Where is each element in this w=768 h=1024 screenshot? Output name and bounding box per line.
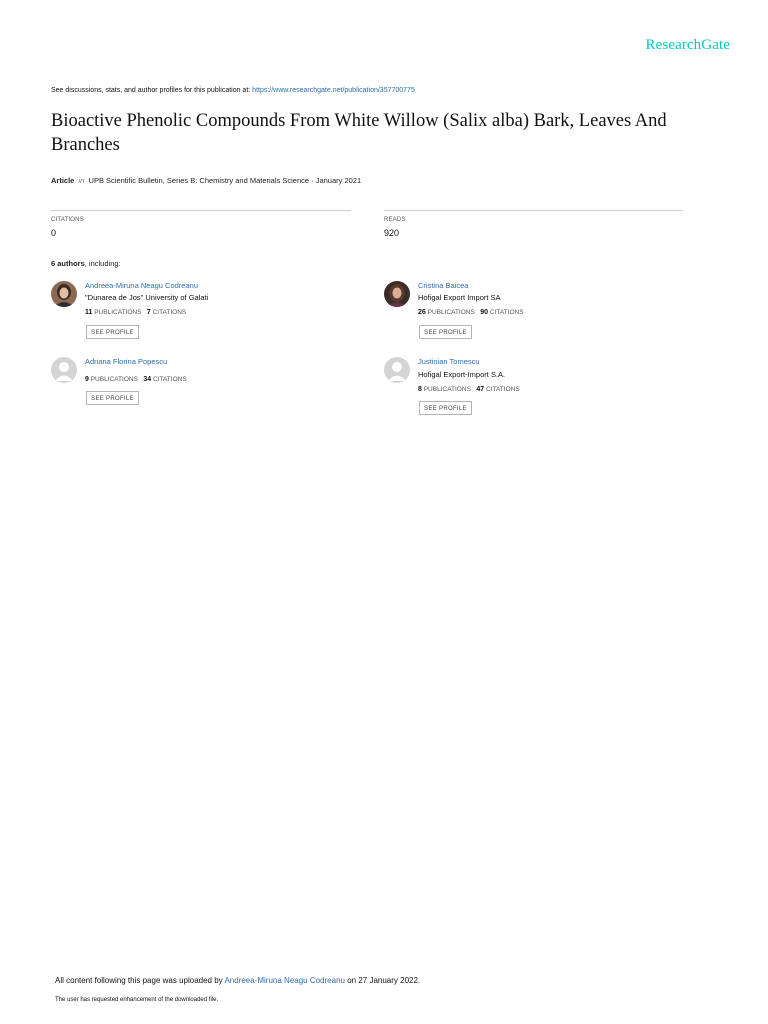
author-citations-label: CITATIONS — [152, 376, 187, 383]
uploader-link[interactable]: Andreea-Miruna Neagu Codreanu — [224, 976, 345, 985]
author-publications-label: PUBLICATIONS — [94, 309, 142, 316]
author-institution: "Dunarea de Jos" University of Galati — [85, 293, 209, 302]
see-profile-button[interactable]: SEE PROFILE — [86, 391, 139, 405]
author-publications-count: 26 — [418, 309, 426, 316]
publication-type: Article — [51, 176, 75, 185]
author-avatar[interactable] — [51, 357, 77, 383]
author-citations-label: CITATIONS — [489, 309, 524, 316]
authors-count: 6 authors — [51, 259, 85, 268]
see-profile-button[interactable]: SEE PROFILE — [419, 325, 472, 339]
in-word: in — [78, 176, 85, 185]
author-citations-label: CITATIONS — [152, 309, 187, 316]
publication-meta — [51, 176, 361, 185]
author-stats — [418, 309, 524, 316]
see-profile-button[interactable]: SEE PROFILE — [86, 325, 139, 339]
author-publications-count: 11 — [85, 309, 93, 316]
author-stats — [85, 376, 187, 383]
citations-divider — [51, 210, 351, 211]
citations-label: CITATIONS — [51, 217, 84, 223]
upload-prefix: All content following this page was uploaded by — [55, 976, 225, 985]
researchgate-logo[interactable]: ResearchGate — [645, 37, 730, 53]
author-name-link[interactable]: Justinian Tomescu — [418, 357, 480, 366]
author-stats — [85, 309, 186, 316]
author-institution: Hofigal Export Import SA — [418, 293, 501, 302]
author-citations-count: 47 — [476, 386, 485, 393]
author-citations-label: CITATIONS — [485, 386, 520, 393]
citations-value: 0 — [51, 228, 57, 238]
user-placeholder-icon — [51, 357, 77, 383]
author-publications-label: PUBLICATIONS — [427, 309, 475, 316]
author-name-link[interactable]: Cristina Baicea — [418, 281, 469, 290]
see-discussions-text: See discussions, stats, and author profiles for this publication at: — [51, 87, 253, 94]
author-avatar[interactable] — [51, 281, 77, 307]
publication-venue: UPB Scientific Bulletin, Series B: Chemistry and Materials Science · January 2021 — [88, 176, 362, 185]
reads-value: 920 — [384, 228, 400, 238]
author-publications-count: 8 — [418, 386, 422, 393]
author-citations-count: 34 — [143, 376, 152, 383]
enhancement-note: The user has requested enhancement of the downloaded file. — [55, 997, 219, 1003]
author-stats — [418, 386, 520, 393]
authors-including: , including: — [84, 259, 121, 268]
publication-title: Bioactive Phenolic Compounds From White Willow (Salix alba) Bark, Leaves And Branches — [51, 111, 667, 155]
author-avatar[interactable] — [384, 281, 410, 307]
author-photo-icon — [51, 281, 77, 307]
reads-divider — [384, 210, 683, 211]
author-name-link[interactable]: Adriana Florina Popescu — [85, 357, 168, 366]
author-citations-count: 7 — [146, 309, 151, 316]
author-publications-label: PUBLICATIONS — [423, 386, 471, 393]
authors-heading — [51, 259, 121, 268]
upload-suffix: on 27 January 2022. — [344, 976, 421, 985]
see-discussions-line — [51, 87, 415, 94]
upload-note — [55, 976, 420, 985]
author-name-link[interactable]: Andreea-Miruna Neagu Codreanu — [85, 281, 198, 290]
reads-label: READS — [384, 217, 406, 223]
author-photo-icon — [384, 281, 410, 307]
user-placeholder-icon — [384, 357, 410, 383]
publication-url-link[interactable]: https://www.researchgate.net/publication/357700775 — [252, 87, 415, 94]
author-institution: Hofigal Export-Import S.A. — [418, 370, 506, 379]
see-profile-button[interactable]: SEE PROFILE — [419, 401, 472, 415]
author-publications-label: PUBLICATIONS — [90, 376, 138, 383]
author-avatar[interactable] — [384, 357, 410, 383]
author-citations-count: 90 — [480, 309, 489, 316]
author-publications-count: 9 — [85, 376, 89, 383]
